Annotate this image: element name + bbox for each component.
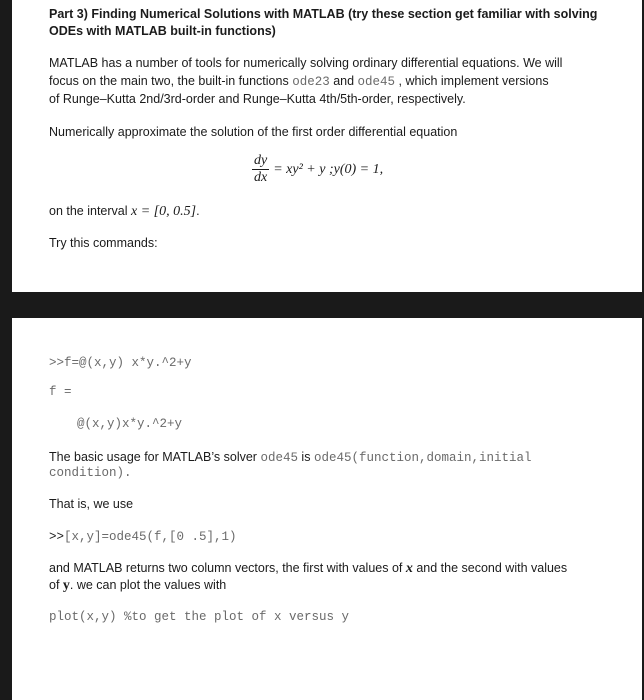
code-define-f: >>f=@(x,y) x*y.^2+y <box>49 356 192 370</box>
equation-rhs: = xy² + y ;y(0) = 1, <box>273 161 384 177</box>
section-heading-line2: ODEs with MATLAB built-in functions) <box>49 24 276 38</box>
code-plot: plot(x,y) %to get the plot of x versus y <box>49 610 350 624</box>
returns-line1: and MATLAB returns two column vectors, the first with values of x and the second with values <box>49 561 568 576</box>
code-ode45-call: [x,y]=ode45(f,[0 .5],1) <box>64 530 237 544</box>
code-ode23: ode23 <box>292 75 330 89</box>
code-ode45-signature: ode45(function,domain,initial <box>313 451 532 465</box>
usage-line2: condition). <box>49 466 132 480</box>
that-is-text: That is, we use <box>49 497 134 511</box>
bottom-document-panel <box>12 318 642 700</box>
intro-line1: MATLAB has a number of tools for numerically solving ordinary differential equations. We will <box>49 56 563 70</box>
intro-line2: focus on the main two, the built-in functions ode23 and ode45 , which implement versions <box>49 74 549 89</box>
section-heading-line1: Part 3) Finding Numerical Solutions with MATLAB (try these section get familiar with solving <box>49 7 598 21</box>
interval-line: on the interval x = [0, 0.5]. <box>49 204 200 219</box>
usage-line1: The basic usage for MATLAB’s solver ode45 is ode45(function,domain,initial <box>49 450 532 465</box>
code-anon-function: @(x,y)x*y.^2+y <box>77 417 183 431</box>
code-ode45-inline: ode45 <box>260 451 298 465</box>
intro-line3: of Runge–Kutta 2nd/3rd-order and Runge–Kutta 4th/5th-order, respectively. <box>49 92 466 106</box>
code-f-equals: f = <box>49 385 72 399</box>
try-commands-text: Try this commands: <box>49 236 158 250</box>
top-document-panel <box>12 0 642 292</box>
interval-math: x = [0, 0.5] <box>131 204 197 219</box>
ode45-call-line: >>[x,y]=ode45(f,[0 .5],1) <box>49 530 237 544</box>
code-ode45: ode45 <box>357 75 396 89</box>
returns-line2: of y. we can plot the values with <box>49 578 227 593</box>
approx-instruction: Numerically approximate the solution of the first order differential equation <box>49 125 458 139</box>
derivative-fraction: $\frac{dy}{dx}$ <box>254 153 268 185</box>
differential-equation <box>252 153 383 186</box>
